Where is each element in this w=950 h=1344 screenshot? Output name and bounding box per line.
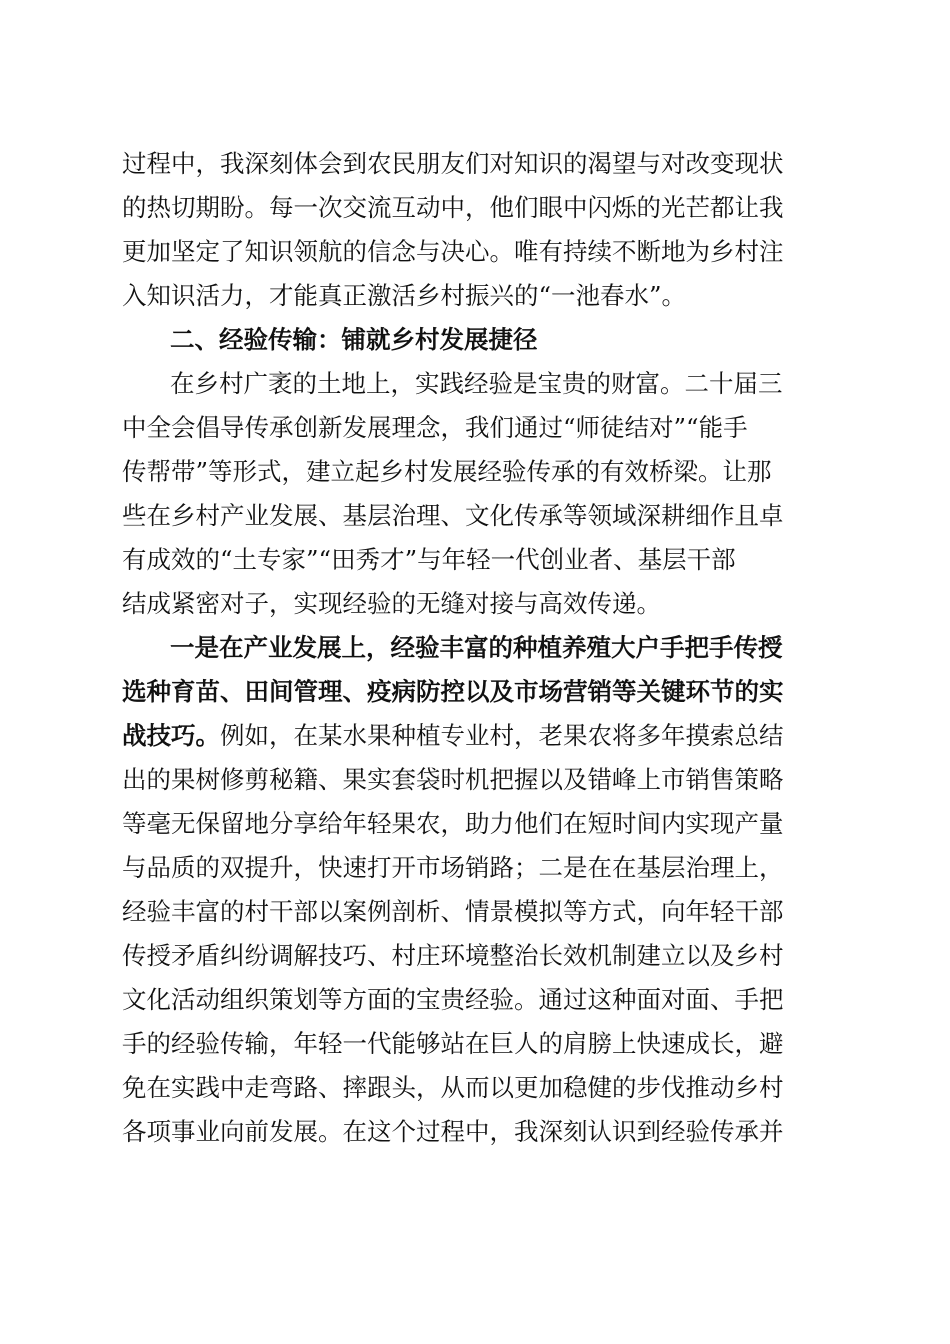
text-line — [0, 540, 950, 580]
paragraph-2-line-3: 传帮带”等形式，建立起乡村发展经验传承的有效桥梁。让那 — [122, 457, 772, 486]
paragraph-3-line-7: 经验丰富的村干部以案例剖析、情景模拟等方式，向年轻干部 — [122, 897, 784, 926]
text-line — [0, 408, 950, 448]
paragraph-3-line-10: 手的经验传输，年轻一代能够站在巨人的肩膀上快速成长，避 — [122, 1029, 784, 1058]
text-line — [0, 276, 950, 316]
text-line — [0, 232, 950, 272]
text-line — [0, 892, 950, 932]
text-line — [0, 848, 950, 888]
text-line — [0, 364, 950, 404]
text-line — [0, 760, 950, 800]
paragraph-3-bold-line-3: 战技巧。 — [122, 721, 220, 750]
paragraph-1-line-3: 更加坚定了知识领航的信念与决心。唯有持续不断地为乡村注 — [122, 237, 784, 266]
paragraph-3-line-12: 各项事业向前发展。在这个过程中，我深刻认识到经验传承并 — [122, 1117, 784, 1146]
paragraph-3-line-11: 免在实践中走弯路、摔跟头，从而以更加稳健的步伐推动乡村 — [122, 1073, 784, 1102]
text-line — [0, 1112, 950, 1152]
paragraph-2-line-4: 些在乡村产业发展、基层治理、文化传承等领域深耕细作且卓 — [122, 501, 784, 530]
paragraph-3-normal-tail: 例如，在某水果种植专业村，老果农将多年摸索总结 — [220, 721, 784, 750]
text-line — [0, 1024, 950, 1064]
paragraph-3-line-4: 出的果树修剪秘籍、果实套袋时机把握以及错峰上市销售策略 — [122, 765, 784, 794]
text-line — [0, 584, 950, 624]
text-line — [0, 936, 950, 976]
paragraph-3-line-9: 文化活动组织策划等方面的宝贵经验。通过这种面对面、手把 — [122, 985, 784, 1014]
paragraph-2-line-6: 结成紧密对子，实现经验的无缝对接与高效传递。 — [122, 589, 661, 618]
text-line — [0, 980, 950, 1020]
text-line — [0, 452, 950, 492]
paragraph-1-line-1: 过程中，我深刻体会到农民朋友们对知识的渴望与对改变现状 — [122, 149, 784, 178]
text-line — [0, 628, 950, 668]
paragraph-3-line-8: 传授矛盾纠纷调解技巧、村庄环境整治长效机制建立以及乡村 — [122, 941, 784, 970]
text-line — [0, 716, 950, 756]
paragraph-2-line-2: 中全会倡导传承创新发展理念，我们通过“师徒结对”“能手 — [122, 413, 748, 442]
paragraph-3-bold-line-1: 一是在产业发展上，经验丰富的种植养殖大户手把手传授 — [170, 633, 783, 662]
paragraph-2-line-5: 有成效的“土专家”“田秀才”与年轻一代创业者、基层干部 — [122, 545, 736, 574]
paragraph-1-line-4: 入知识活力，才能真正激活乡村振兴的“一池春水”。 — [122, 281, 687, 310]
text-line — [0, 320, 950, 360]
text-line — [0, 672, 950, 712]
paragraph-1-line-2: 的热切期盼。每一次交流互动中，他们眼中闪烁的光芒都让我 — [122, 193, 784, 222]
paragraph-3-line-6: 与品质的双提升，快速打开市场销路；二是在在基层治理上， — [122, 853, 784, 882]
text-line — [0, 144, 950, 184]
text-line — [0, 804, 950, 844]
text-line — [0, 496, 950, 536]
text-line — [0, 1068, 950, 1108]
paragraph-3-bold-line-2: 选种育苗、田间管理、疫病防控以及市场营销等关键环节的实 — [122, 677, 784, 706]
paragraph-2-line-1: 在乡村广袤的土地上，实践经验是宝贵的财富。二十届三 — [170, 369, 783, 398]
section-heading: 二、经验传输：铺就乡村发展捷径 — [170, 325, 538, 354]
paragraph-3-line-5: 等毫无保留地分享给年轻果农，助力他们在短时间内实现产量 — [122, 809, 784, 838]
text-line — [0, 188, 950, 228]
